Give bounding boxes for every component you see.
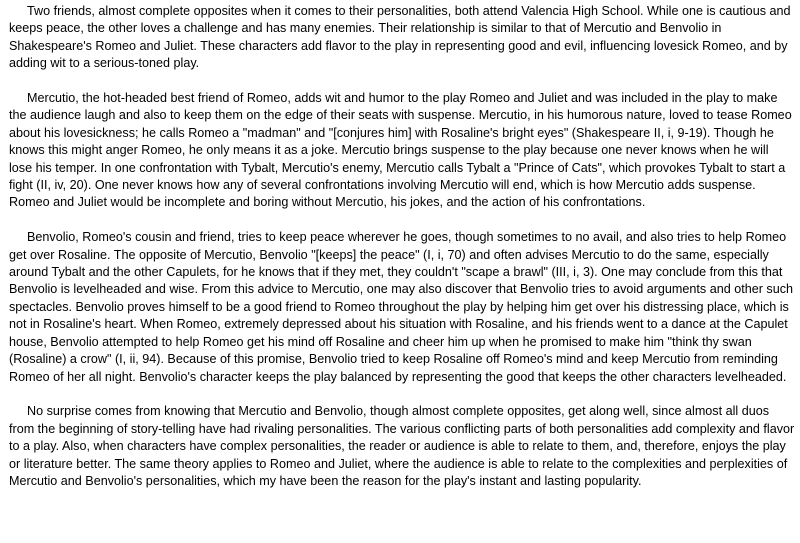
paragraph-benvolio: Benvolio, Romeo's cousin and friend, tries to keep peace wherever he goes, though sometimes to no avail, and also tries to help Romeo get over Rosaline. The opposite of Mercutio, Benvolio "[keeps] the peace" (I, i, 70) and often advises Mercutio to do the same, especially around Tybalt and the other Capulets, for he knows that if they met, they couldn't "scape a brawl" (III, i, 3). One may conclude from this that Benvolio is levelheaded and wise. From this advice to Mercutio, one may also discover that Benvolio tries to avoid arguments and other such spectacles. Benvolio proves himself to be a good friend to Romeo throughout the play by helping him get over his distressing place, which is not in Rosaline's heart. When Romeo, extremely depressed about his situation with Rosaline, and his friends went to a dance at the Capulet house, Benvolio attempted to help Romeo get his mind off Rosaline and cheer him up when he promised to make him "think thy swan (Rosaline) a crow" (I, ii, 94). Because of this promise, Benvolio tried to keep Rosaline off Romeo's mind and keep Mercutio from reminding Romeo of her all night. Benvolio's character keeps the play balanced by representing the good that keeps the other characters levelheaded. <box>9 230 794 384</box>
paragraph-intro: Two friends, almost complete opposites when it comes to their personalities, both attend Valencia High School. While one is cautious and keeps peace, the other loves a challenge and has many enemies. Their relationship is similar to that of Mercutio and Benvolio in Shakespeare's Romeo and Juliet. These characters add flavor to the play in representing good and evil, influencing lovesick Romeo, and by adding wit to a serious-toned play. <box>9 4 791 71</box>
paragraph-conclusion: No surprise comes from knowing that Mercutio and Benvolio, though almost complete opposites, get along well, since almost all duos from the beginning of story-telling have had rivaling personalities. The various conflicting parts of both personalities add complexity and flavor to a play. Also, when characters have complex personalities, the reader or audience is able to relate to them, and, therefore, enjoys the play or literature better. The same theory applies to Romeo and Juliet, where the audience is able to relate to the complexities and perplexities of Mercutio and Benvolio's personalities, which my have been the reason for the play's instant and lasting popularity. <box>9 404 795 488</box>
paragraph-mercutio: Mercutio, the hot-headed best friend of Romeo, adds wit and humor to the play Romeo and Juliet and was included in the play to make the audience laugh and also to keep them on the edge of their seats with suspense. Mercutio, in his humorous nature, loved to tease Romeo about his lovesickness; he calls Romeo a "madman" and "[conjures him] with Rosaline's bright eyes" (Shakespeare II, i, 9-19). Though he knows this might anger Romeo, he only means it as a joke. Mercutio brings suspense to the play because one never knows when he will lose his temper. In one confrontation with Tybalt, Mercutio's enemy, Mercutio calls Tybalt a "Prince of Cats", which provokes Tybalt to start a fight (II, iv, 20). One never knows how any of several confrontations involving Mercutio will end, which is how Mercutio adds suspense. Romeo and Juliet would be incomplete and boring without Mercutio, his jokes, and the action of his confrontations. <box>9 91 792 210</box>
essay-body <box>9 3 795 490</box>
